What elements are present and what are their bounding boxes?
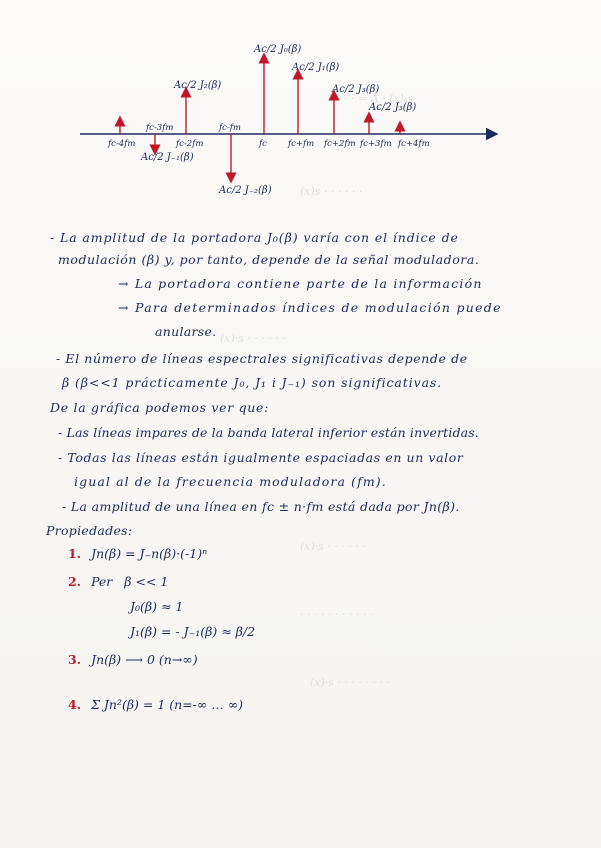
note-line: → La portadora contiene parte de la información: [118, 276, 483, 291]
upper-line-label: Ac/2 J₁(β): [292, 62, 340, 73]
property-3: [68, 652, 198, 667]
note-line: - El número de líneas espectrales significativas depende de: [56, 351, 468, 366]
property-2b: J₁(β) = - J₋₁(β) ≈ β/2: [130, 624, 256, 639]
lower-line-label: Ac/2 J₋₂(β): [219, 185, 272, 196]
show-through-text: (x)·s · · · · · ·: [300, 540, 366, 553]
note-line: anularse.: [155, 324, 217, 339]
property-number: 1.: [68, 546, 82, 561]
show-through-text: (x)·s · · · · · · · ·: [310, 676, 390, 689]
axis-tick-label: fc+2fm: [324, 139, 356, 149]
property-4: [68, 697, 243, 712]
show-through-text: (x)·s · · · · · ·: [220, 332, 286, 345]
axis-tick-label: fc-3fm: [146, 123, 174, 133]
property-formula: Jn(β) ⟶ 0 (n→∞): [91, 652, 198, 667]
note-line: → Para determinados índices de modulación puede: [118, 300, 502, 315]
note-line: β (β<<1 prácticamente J₀, J₁ i J₋₁) son significativas.: [62, 375, 443, 390]
note-line: - La amplitud de la portadora J₀(β) varía con el índice de: [50, 230, 459, 245]
note-line: igual al de la frecuencia moduladora (fm).: [74, 474, 387, 489]
line-label-fc+3fm: Ac/2 J₃(β): [369, 102, 417, 113]
axis-tick-label: fc+4fm: [398, 139, 430, 149]
spectrum-diagram: [0, 0, 601, 215]
show-through-text: · · · · = A · (x)·s: [330, 92, 414, 105]
show-through-text: (x)s · · · · · ·: [300, 185, 363, 198]
axis-tick-label: fc-4fm: [108, 139, 136, 149]
property-number: 3.: [68, 652, 82, 667]
note-line: - La amplitud de una línea en fc ± n·fm está dada por Jn(β).: [62, 499, 460, 514]
note-line: - Todas las líneas están igualmente espaciadas en un valor: [58, 450, 464, 465]
carrier-amplitude-label: Ac/2 J₀(β): [254, 44, 302, 55]
property-1: [68, 546, 207, 561]
note-line: modulación (β) y, por tanto, depende de la señal moduladora.: [58, 252, 480, 267]
axis-tick-label: fc: [259, 139, 267, 149]
property-formula: Per β << 1: [91, 574, 169, 589]
note-line: - Las líneas impares de la banda lateral inferior están invertidas.: [58, 425, 479, 440]
lower-line-label: Ac/2 J₋₁(β): [141, 152, 194, 163]
properties-title: Propiedades:: [46, 523, 133, 538]
axis-tick-label: fc-fm: [219, 123, 241, 133]
axis-tick-label: fc-2fm: [176, 139, 204, 149]
note-line: De la gráfica podemos ver que:: [50, 400, 270, 415]
upper-line-label: Ac/2 J₂(β): [174, 80, 222, 91]
property-formula: Σ Jn²(β) = 1 (n=-∞ … ∞): [91, 697, 244, 712]
axis-tick-label: fc+3fm: [360, 139, 392, 149]
upper-line-label: Ac/2 J₃(β): [332, 84, 380, 95]
property-2: [68, 574, 168, 589]
axis-tick-label: fc+fm: [288, 139, 315, 149]
show-through-text: · · · · · · · · · · ·: [300, 608, 374, 621]
property-2a: J₀(β) ≈ 1: [130, 599, 184, 614]
property-number: 2.: [68, 574, 82, 589]
property-formula: Jn(β) = J₋n(β)·(-1)ⁿ: [91, 546, 208, 561]
property-number: 4.: [68, 697, 82, 712]
